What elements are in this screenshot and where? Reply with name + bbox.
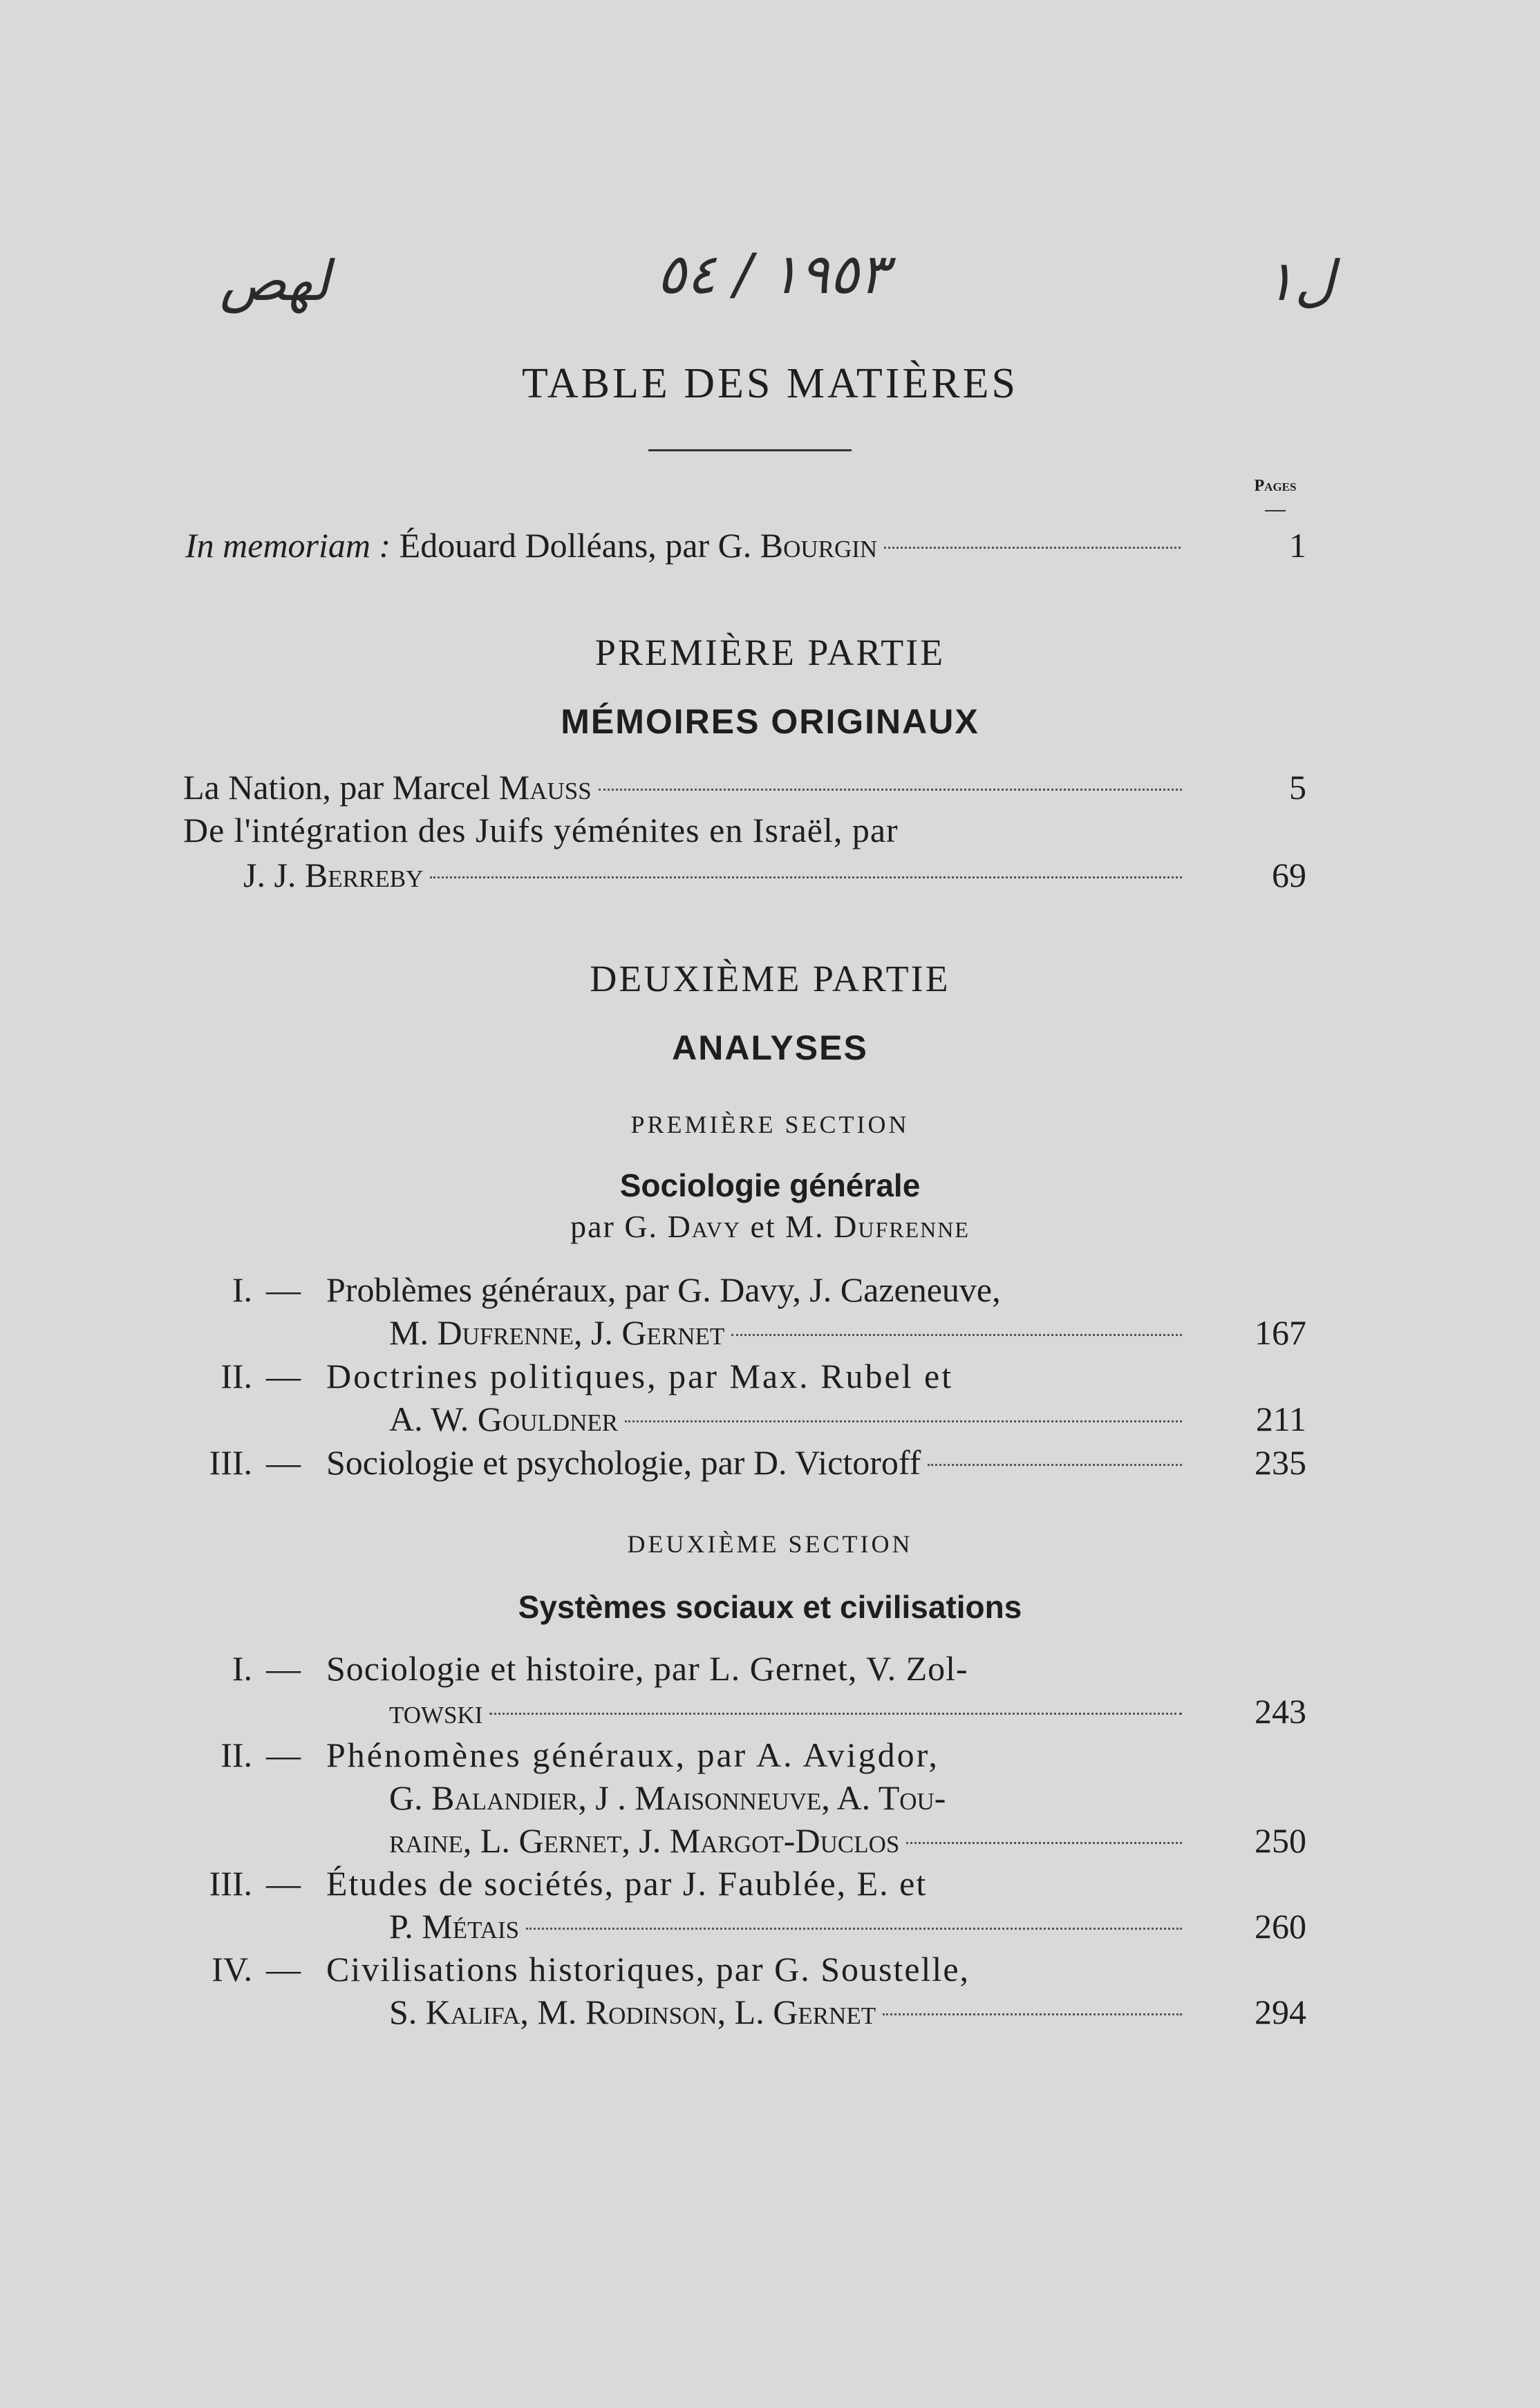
authors-prefix: par G. (570, 1209, 659, 1244)
handwritten-mark-left: لهص (220, 249, 330, 313)
toc-entry-memoriam (185, 524, 1187, 567)
entry-dash: — (266, 1649, 301, 1688)
page-number: 260 (1255, 1907, 1306, 1946)
entry-text: De l'intégration des Juifs yéménites en Israël, par (183, 811, 899, 849)
page-number: 167 (1255, 1313, 1306, 1352)
toc-entry-histoire-line1 (326, 1647, 1197, 1690)
page-number: 250 (1255, 1821, 1306, 1860)
dot-leader (430, 876, 1182, 878)
section-one-authors (0, 1208, 1540, 1245)
page-number: 243 (1255, 1692, 1306, 1731)
toc-entry-etudes-line1 (326, 1862, 1197, 1905)
page-number: 1 (1289, 526, 1306, 565)
entry-dash: — (266, 1443, 301, 1482)
toc-entry-doctrines-line2 (389, 1398, 1189, 1440)
toc-entry-civilisations-line2 (389, 1991, 1189, 2033)
entry-text: Civilisations historiques, par G. Soustelle, (326, 1950, 970, 1988)
toc-entry-problemes-line1 (326, 1268, 1197, 1311)
part-two-label: DEUXIÈME PARTIE (590, 958, 950, 999)
toc-entry-sociologie-psychologie (326, 1441, 1189, 1484)
part-two-heading: ANALYSES (672, 1028, 868, 1067)
toc-entry-juifs-line1 (183, 809, 1189, 852)
section-two-label: DEUXIÈME SECTION (627, 1530, 913, 1558)
memoriam-text: Édouard Dolléans, par G. (399, 526, 752, 565)
entry-author: Berreby (304, 856, 424, 894)
toc-entry-phenomenes-line1 (326, 1733, 1197, 1776)
dot-leader (489, 1713, 1182, 1715)
entry-text: Phénomènes généraux, par A. Avigdor, (326, 1736, 939, 1774)
author-dufrenne: Dufrenne (834, 1209, 970, 1244)
entry-numeral: III. (209, 1864, 252, 1903)
entry-text: La Nation, par Marcel (183, 768, 491, 807)
dot-leader (928, 1464, 1182, 1466)
memoriam-author: Bourgin (760, 526, 878, 565)
part-one-heading: MÉMOIRES ORIGINAUX (561, 702, 979, 741)
entry-text: Sociologie et psychologie, par D. Victoroff (326, 1443, 921, 1482)
handwritten-call-number: ١٩٥٣ / ٥٤ (657, 242, 889, 306)
page-number: 5 (1289, 768, 1306, 807)
entry-text: Doctrines politiques, par Max. Rubel et (326, 1357, 954, 1395)
entry-numeral: III. (209, 1443, 252, 1482)
section-one-title: Sociologie générale (619, 1167, 921, 1203)
entry-authors: P. Métais (389, 1907, 520, 1946)
entry-authors: G. Balandier, J . Maisonneuve, A. Tou- (389, 1778, 946, 1817)
section-two-title: Systèmes sociaux et civilisations (518, 1589, 1022, 1625)
entry-authors: A. W. Gouldner (389, 1400, 619, 1438)
entry-numeral: I. (232, 1270, 252, 1309)
entry-dash: — (266, 1270, 301, 1309)
entry-numeral: IV. (212, 1950, 252, 1988)
entry-numeral: I. (232, 1649, 252, 1688)
page-title: TABLE DES MATIÈRES (521, 360, 1019, 407)
toc-entry-phenomenes-line3 (389, 1819, 1189, 1862)
toc-entry-doctrines-line1 (326, 1355, 1197, 1398)
dot-leader (625, 1420, 1182, 1422)
toc-entry-juifs-line2 (243, 854, 1189, 896)
handwritten-mark-right: ل١ (1265, 249, 1335, 313)
toc-entry-phenomenes-line2 (389, 1776, 1198, 1819)
entry-numeral: II. (220, 1736, 252, 1774)
page-number: 235 (1255, 1443, 1306, 1482)
entry-authors: M. Dufrenne, J. Gernet (389, 1313, 725, 1352)
entry-dash: — (266, 1736, 301, 1774)
entry-text: Sociologie et histoire, par L. Gernet, V. Zol- (326, 1649, 968, 1688)
pages-rule (1265, 510, 1286, 511)
dot-leader (883, 2013, 1182, 2015)
entry-text: Problèmes généraux, par G. Davy, J. Cazeneuve, (326, 1270, 1001, 1309)
entry-initials: J. J. (243, 856, 297, 894)
entry-authors: raine, L. Gernet, J. Margot-Duclos (389, 1821, 900, 1860)
dot-leader (599, 789, 1182, 791)
entry-author: Mauss (498, 768, 592, 807)
entry-numeral: II. (220, 1357, 252, 1395)
toc-entry-civilisations-line1 (326, 1948, 1197, 1991)
entry-text: Études de sociétés, par J. Faublée, E. et (326, 1864, 928, 1903)
toc-entry-nation (183, 766, 1189, 809)
dot-leader (731, 1334, 1182, 1336)
title-rule (648, 449, 852, 451)
dot-leader (906, 1842, 1182, 1844)
entry-dash: — (266, 1864, 301, 1903)
entry-authors: S. Kalifa, M. Rodinson, L. Gernet (389, 1993, 876, 2031)
page-number: 69 (1272, 856, 1306, 894)
authors-mid: et M. (750, 1209, 825, 1244)
entry-dash: — (266, 1950, 301, 1988)
toc-entry-problemes-line2 (389, 1311, 1189, 1354)
author-davy: Davy (667, 1209, 741, 1244)
toc-entry-etudes-line2 (389, 1905, 1189, 1948)
toc-entry-histoire-line2 (389, 1690, 1189, 1733)
pages-column-label: Pages (1254, 477, 1297, 495)
entry-dash: — (266, 1357, 301, 1395)
memoriam-prefix: In memoriam : (185, 526, 391, 565)
part-one-label: PREMIÈRE PARTIE (594, 632, 946, 673)
dot-leader (526, 1928, 1182, 1930)
page-number: 211 (1255, 1400, 1306, 1438)
entry-authors: towski (389, 1692, 483, 1731)
page-number: 294 (1255, 1993, 1306, 2031)
section-one-label: PREMIÈRE SECTION (630, 1111, 910, 1138)
dot-leader (884, 547, 1181, 549)
